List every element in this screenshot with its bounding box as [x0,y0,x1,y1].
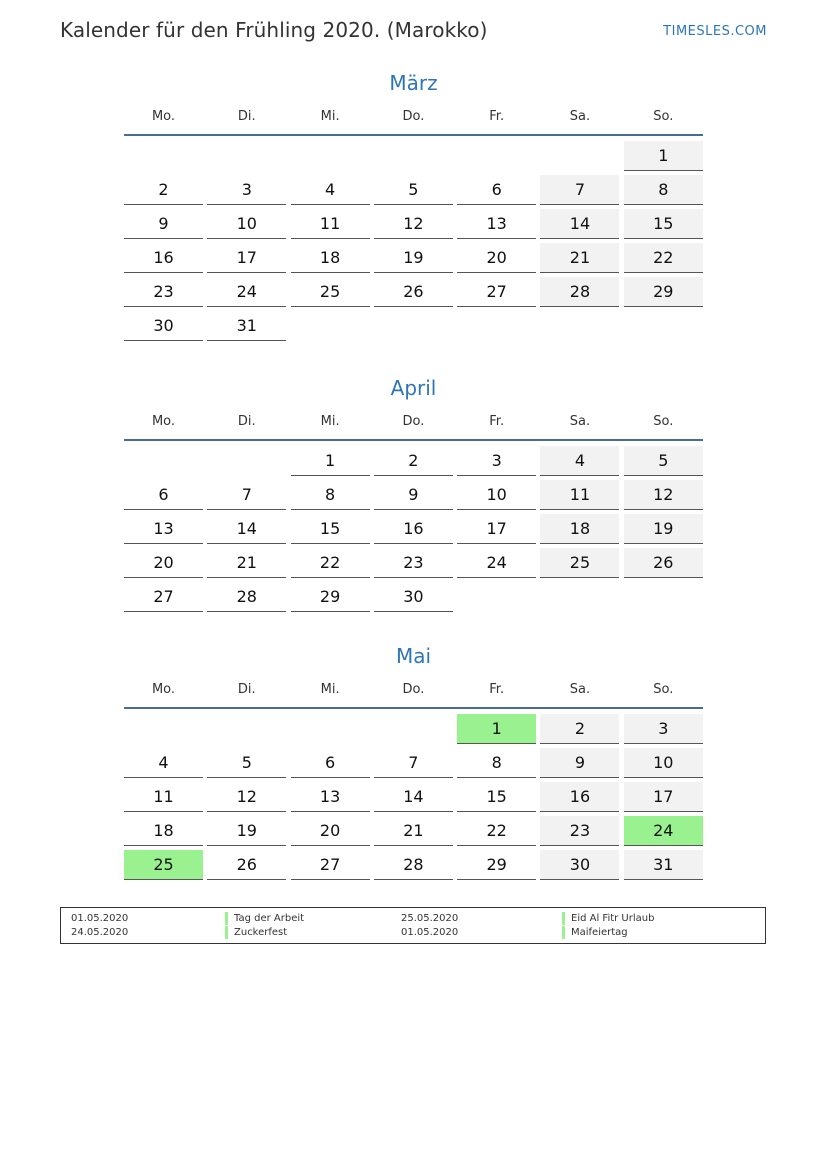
legend-date: 25.05.2020 [401,913,459,924]
legend-name: Eid Al Fitr Urlaub [562,912,654,925]
day-cell: 3 [624,714,703,744]
empty-cell [374,141,453,171]
legend-name: Zuckerfest [225,926,287,939]
day-cell: 28 [540,277,619,307]
empty-cell [207,714,286,744]
day-cell: 5 [207,748,286,778]
legend-date: 01.05.2020 [71,913,129,924]
day-cell: 13 [457,209,536,239]
day-cell: 25 [291,277,370,307]
weekday-header [124,403,703,439]
day-cell: 17 [207,243,286,273]
day-cell: 7 [374,748,453,778]
month-block [124,373,703,612]
day-cell: 10 [624,748,703,778]
day-cell: 27 [291,850,370,880]
day-cell: 27 [457,277,536,307]
month-title: März [389,71,438,95]
empty-cell [124,141,203,171]
day-cell: 8 [624,175,703,205]
day-cell: 9 [540,748,619,778]
header-rule [124,707,703,709]
day-cell: 12 [624,480,703,510]
month-title: Mai [395,644,432,668]
day-cell: 9 [124,209,203,239]
day-cell: 29 [457,850,536,880]
day-cell: 1 [291,446,370,476]
empty-cell [124,714,203,744]
day-cell: 21 [374,816,453,846]
weekday-label: Mo. [151,413,176,429]
weekday-label: Do. [402,681,425,697]
day-cell: 14 [540,209,619,239]
day-cell: 7 [540,175,619,205]
holiday-day-cell: 25 [124,850,203,880]
month-block [124,68,703,341]
day-cell: 2 [124,175,203,205]
day-cell: 2 [374,446,453,476]
weekday-label: Di. [237,413,256,429]
day-cell: 7 [207,480,286,510]
empty-cell [374,714,453,744]
weekday-label: Di. [237,108,256,124]
day-cell: 14 [374,782,453,812]
day-cell: 10 [207,209,286,239]
day-cell: 28 [374,850,453,880]
day-cell: 4 [291,175,370,205]
empty-cell [124,446,203,476]
day-cell: 16 [540,782,619,812]
legend-name: Maifeiertag [562,926,628,939]
day-cell: 18 [540,514,619,544]
day-cell: 16 [124,243,203,273]
header-rule [124,439,703,441]
day-cell: 23 [124,277,203,307]
day-cell: 13 [124,514,203,544]
day-cell: 19 [624,514,703,544]
weekday-label: Mo. [151,681,176,697]
day-cell: 12 [207,782,286,812]
header-rule [124,134,703,136]
day-cell: 29 [291,582,370,612]
day-cell: 2 [540,714,619,744]
month-title: April [390,376,437,400]
weekday-header [124,98,703,134]
empty-cell [207,446,286,476]
day-cell: 26 [207,850,286,880]
weekday-label: Mi. [320,413,340,429]
day-cell: 10 [457,480,536,510]
day-cell: 15 [291,514,370,544]
day-cell: 12 [374,209,453,239]
month-block [124,641,703,880]
day-cell: 23 [540,816,619,846]
day-cell: 26 [374,277,453,307]
empty-cell [291,141,370,171]
day-cell: 30 [374,582,453,612]
day-cell: 26 [624,548,703,578]
day-cell: 16 [374,514,453,544]
day-cell: 11 [124,782,203,812]
holiday-day-cell: 1 [457,714,536,744]
weekday-label: Do. [402,108,425,124]
day-cell: 21 [207,548,286,578]
day-cell: 27 [124,582,203,612]
day-cell: 4 [540,446,619,476]
day-cell: 15 [624,209,703,239]
day-cell: 6 [124,480,203,510]
day-cell: 24 [457,548,536,578]
brand-logo[interactable]: TIMESLES.COM [663,24,767,39]
day-cell: 8 [291,480,370,510]
day-cell: 5 [374,175,453,205]
weekday-label: Mo. [151,108,176,124]
holiday-legend [60,907,766,944]
day-cell: 6 [291,748,370,778]
day-cell: 9 [374,480,453,510]
day-cell: 1 [624,141,703,171]
legend-date: 24.05.2020 [71,927,129,938]
day-cell: 15 [457,782,536,812]
day-grid [124,714,703,880]
day-cell: 3 [207,175,286,205]
legend-name: Tag der Arbeit [225,912,304,925]
day-cell: 11 [291,209,370,239]
day-cell: 20 [124,548,203,578]
weekday-label: So. [653,413,674,429]
empty-cell [540,141,619,171]
day-cell: 18 [124,816,203,846]
day-cell: 20 [291,816,370,846]
weekday-label: Sa. [569,681,591,697]
empty-cell [207,141,286,171]
day-grid [124,141,703,341]
day-cell: 25 [540,548,619,578]
day-cell: 5 [624,446,703,476]
day-cell: 31 [624,850,703,880]
empty-cell [291,714,370,744]
weekday-label: So. [653,681,674,697]
day-cell: 11 [540,480,619,510]
day-cell: 4 [124,748,203,778]
day-cell: 28 [207,582,286,612]
page-title: Kalender für den Frühling 2020. (Marokko) [60,18,488,42]
day-cell: 21 [540,243,619,273]
day-cell: 17 [457,514,536,544]
day-cell: 23 [374,548,453,578]
weekday-header [124,671,703,707]
weekday-label: So. [653,108,674,124]
holiday-day-cell: 24 [624,816,703,846]
day-cell: 29 [624,277,703,307]
legend-date: 01.05.2020 [401,927,459,938]
day-cell: 19 [374,243,453,273]
day-cell: 14 [207,514,286,544]
weekday-label: Do. [402,413,425,429]
day-cell: 19 [207,816,286,846]
weekday-label: Di. [237,681,256,697]
weekday-label: Mi. [320,681,340,697]
day-cell: 22 [624,243,703,273]
day-cell: 13 [291,782,370,812]
day-cell: 20 [457,243,536,273]
day-cell: 3 [457,446,536,476]
weekday-label: Fr. [489,681,505,697]
day-cell: 30 [124,311,203,341]
weekday-label: Fr. [489,413,505,429]
day-cell: 31 [207,311,286,341]
day-cell: 22 [457,816,536,846]
day-cell: 24 [207,277,286,307]
day-cell: 30 [540,850,619,880]
weekday-label: Sa. [569,413,591,429]
day-cell: 6 [457,175,536,205]
weekday-label: Fr. [489,108,505,124]
weekday-label: Mi. [320,108,340,124]
empty-cell [457,141,536,171]
day-cell: 17 [624,782,703,812]
day-grid [124,446,703,612]
day-cell: 18 [291,243,370,273]
weekday-label: Sa. [569,108,591,124]
day-cell: 22 [291,548,370,578]
day-cell: 8 [457,748,536,778]
